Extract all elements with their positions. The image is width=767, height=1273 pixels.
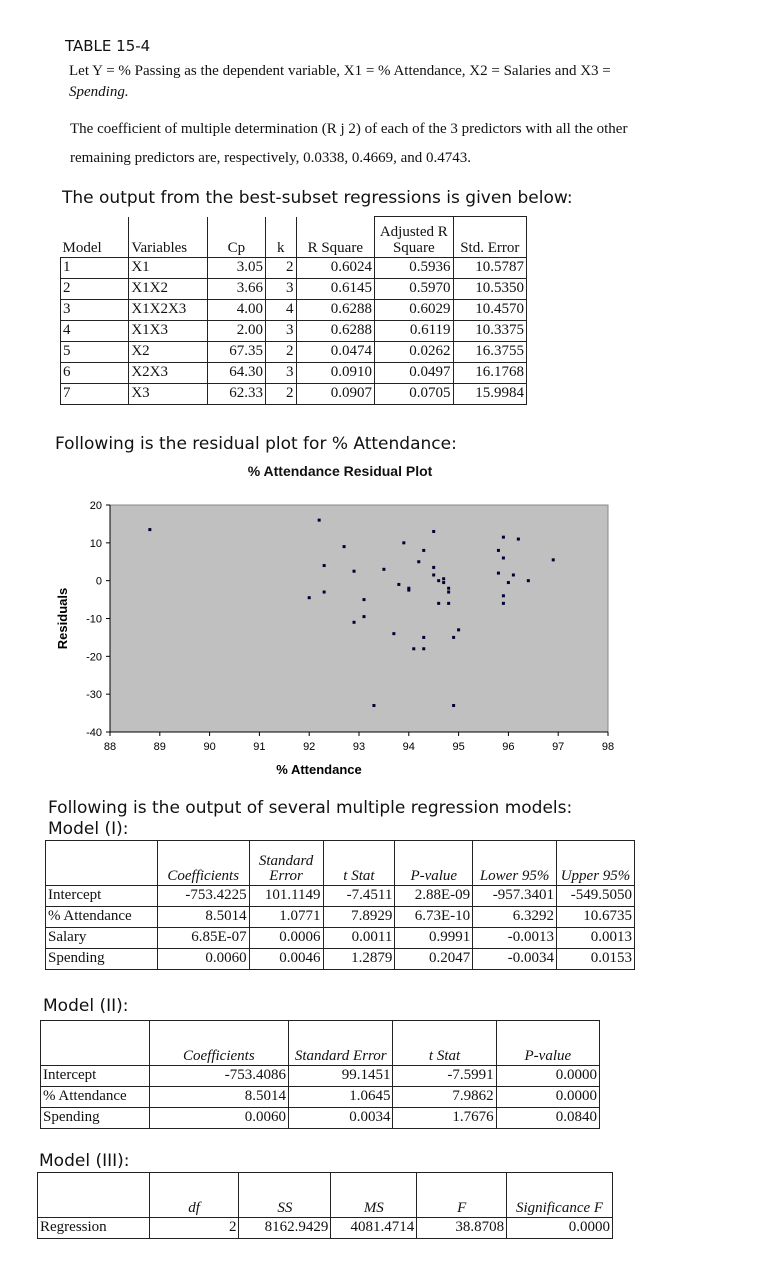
- table-cell: 62.33: [207, 383, 265, 404]
- x-tick-label: 94: [402, 741, 415, 753]
- intro-line-3: The coefficient of multiple determination (R j 2) of each of the 3 predictors with all the other: [70, 121, 628, 137]
- data-point: [407, 589, 410, 592]
- subset-row-4: [61, 320, 527, 341]
- table-cell: Regression: [38, 1218, 150, 1239]
- model3-table: [37, 1172, 613, 1239]
- subset-row-6: [61, 362, 527, 383]
- model2-row-2: [41, 1087, 600, 1108]
- table-cell: 99.1451: [289, 1066, 393, 1087]
- model2-row-3: [41, 1108, 600, 1129]
- table-cell: X1X2: [129, 278, 208, 299]
- table-cell: 38.8708: [417, 1218, 507, 1239]
- header-model: Model: [61, 217, 129, 258]
- model2-header-p-value: P-value: [496, 1021, 599, 1066]
- table-cell: % Attendance: [41, 1087, 150, 1108]
- y-tick-label: 20: [89, 500, 102, 512]
- table-cell: 4: [265, 299, 296, 320]
- table-cell: 1: [61, 257, 129, 278]
- table-cell: Salary: [46, 928, 158, 949]
- table-cell: 0.6024: [296, 257, 375, 278]
- data-point: [512, 573, 515, 576]
- table-cell: 6.73E-10: [395, 907, 473, 928]
- data-point: [148, 528, 151, 531]
- model1-header-row: [46, 841, 635, 886]
- model1-label: Model (I):: [48, 819, 129, 839]
- data-point: [437, 602, 440, 605]
- table-cell: 8.5014: [149, 1087, 288, 1108]
- table-label: TABLE 15-4: [65, 37, 151, 55]
- table-cell: 101.1149: [249, 886, 323, 907]
- table-cell: -549.5050: [557, 886, 635, 907]
- table-cell: 2: [61, 278, 129, 299]
- models-intro: Following is the output of several multiple regression models:: [48, 798, 573, 818]
- data-point: [422, 549, 425, 552]
- table-cell: Intercept: [41, 1066, 150, 1087]
- model3-header-significance: Significance F: [507, 1173, 613, 1218]
- model3-header-blank: [38, 1173, 150, 1218]
- intro-line-4: remaining predictors are, respectively, 0.0338, 0.4669, and 0.4743.: [70, 150, 472, 166]
- table-cell: 2.88E-09: [395, 886, 473, 907]
- model1-header-p-value: P-value: [395, 841, 473, 886]
- data-point: [552, 558, 555, 561]
- table-cell: 8.5014: [157, 907, 249, 928]
- table-cell: 4: [61, 320, 129, 341]
- table-cell: -753.4225: [157, 886, 249, 907]
- model1-row-4: [46, 949, 635, 970]
- table-cell: 0.6288: [296, 299, 375, 320]
- table-cell: 15.9984: [453, 383, 526, 404]
- model1-table: [45, 840, 635, 970]
- table-cell: 0.0262: [375, 341, 454, 362]
- table-cell: 0.2047: [395, 949, 473, 970]
- table-cell: 1.2879: [323, 949, 395, 970]
- data-point: [497, 572, 500, 575]
- x-tick-label: 98: [601, 741, 615, 753]
- data-point: [318, 519, 321, 522]
- table-cell: -0.0013: [473, 928, 557, 949]
- table-cell: 0.6029: [375, 299, 454, 320]
- data-point: [502, 594, 505, 597]
- data-point: [362, 598, 365, 601]
- data-point: [442, 577, 445, 580]
- table-cell: 0.5936: [375, 257, 454, 278]
- residual-plot: [40, 490, 640, 790]
- model2-header-coefficients: Coefficients: [149, 1021, 288, 1066]
- table-cell: -7.4511: [323, 886, 395, 907]
- model1-header-coefficients: Coefficients: [157, 841, 249, 886]
- data-point: [412, 647, 415, 650]
- table-cell: 2.00: [207, 320, 265, 341]
- table-cell: 3: [265, 278, 296, 299]
- data-point: [382, 568, 385, 571]
- data-point: [457, 628, 460, 631]
- table-cell: 5: [61, 341, 129, 362]
- header-adj-r-square: Adjusted R Square: [375, 217, 454, 258]
- table-cell: 3: [265, 362, 296, 383]
- x-tick-label: 96: [502, 741, 515, 753]
- table-cell: 6.85E-07: [157, 928, 249, 949]
- data-point: [422, 636, 425, 639]
- y-tick-label: -10: [86, 613, 102, 626]
- data-point: [502, 602, 505, 605]
- x-tick-label: 91: [253, 741, 266, 753]
- model2-row-1: [41, 1066, 600, 1087]
- table-cell: 0.6288: [296, 320, 375, 341]
- table-cell: 1.7676: [393, 1108, 496, 1129]
- y-tick-label: 10: [89, 537, 102, 550]
- table-cell: % Attendance: [46, 907, 158, 928]
- table-cell: 0.0000: [496, 1066, 599, 1087]
- data-point: [397, 583, 400, 586]
- table-cell: 0.0840: [496, 1108, 599, 1129]
- data-point: [392, 632, 395, 635]
- subset-row-5: [61, 341, 527, 362]
- table-cell: 10.6735: [557, 907, 635, 928]
- table-cell: 0.0011: [323, 928, 395, 949]
- table-cell: 4081.4714: [331, 1218, 417, 1239]
- data-point: [343, 545, 346, 548]
- table-cell: 10.3375: [453, 320, 526, 341]
- model2-label: Model (II):: [43, 996, 129, 1016]
- data-point: [432, 530, 435, 533]
- model2-header-blank: [41, 1021, 150, 1066]
- table-cell: 10.5350: [453, 278, 526, 299]
- table-cell: 0.0000: [507, 1218, 613, 1239]
- table-cell: 7.9862: [393, 1087, 496, 1108]
- data-point: [452, 704, 455, 707]
- data-point: [323, 591, 326, 594]
- data-point: [402, 541, 405, 544]
- data-point: [447, 591, 450, 594]
- table-cell: 0.0910: [296, 362, 375, 383]
- table-cell: 4.00: [207, 299, 265, 320]
- model1-header-std-error: Standard Error: [249, 841, 323, 886]
- data-point: [442, 581, 445, 584]
- data-point: [507, 581, 510, 584]
- table-cell: 6.3292: [473, 907, 557, 928]
- subset-intro: The output from the best-subset regressions is given below:: [62, 188, 573, 208]
- table-cell: X1: [129, 257, 208, 278]
- residual-intro: Following is the residual plot for % Attendance:: [55, 434, 457, 454]
- table-cell: 3.66: [207, 278, 265, 299]
- model1-row-2: [46, 907, 635, 928]
- model1-header-lower: Lower 95%: [473, 841, 557, 886]
- header-k: k: [265, 217, 296, 258]
- y-axis-label: Residuals: [55, 587, 70, 650]
- subset-row-7: [61, 383, 527, 404]
- subset-table: [60, 216, 527, 405]
- table-cell: 2: [265, 257, 296, 278]
- table-cell: 10.5787: [453, 257, 526, 278]
- intro-line-2: Spending.: [69, 84, 129, 100]
- data-point: [437, 579, 440, 582]
- x-tick-label: 90: [203, 741, 216, 753]
- table-cell: X2: [129, 341, 208, 362]
- x-tick-label: 89: [153, 741, 166, 753]
- table-cell: 0.5970: [375, 278, 454, 299]
- table-cell: 0.0060: [149, 1108, 288, 1129]
- plot-area: [110, 505, 608, 732]
- table-cell: 7.8929: [323, 907, 395, 928]
- table-cell: 3: [265, 320, 296, 341]
- table-cell: X2X3: [129, 362, 208, 383]
- model3-table-clip: [37, 1172, 617, 1236]
- data-point: [502, 556, 505, 559]
- data-point: [527, 579, 530, 582]
- y-tick-label: -30: [86, 689, 102, 702]
- model2-header-t-stat: t Stat: [393, 1021, 496, 1066]
- model2-table: [40, 1020, 600, 1129]
- table-cell: 0.0000: [496, 1087, 599, 1108]
- x-tick-label: 95: [452, 741, 465, 753]
- data-point: [353, 570, 356, 573]
- table-cell: 7: [61, 383, 129, 404]
- header-std-error: Std. Error: [453, 217, 526, 258]
- model1-row-1: [46, 886, 635, 907]
- data-point: [452, 636, 455, 639]
- table-cell: 67.35: [207, 341, 265, 362]
- table-cell: 0.0046: [249, 949, 323, 970]
- subset-header-row: [61, 217, 527, 258]
- table-cell: 2: [265, 341, 296, 362]
- model3-header-df: df: [149, 1173, 239, 1218]
- y-tick-label: -20: [86, 651, 102, 664]
- table-cell: 0.0060: [157, 949, 249, 970]
- data-point: [353, 621, 356, 624]
- table-cell: 16.1768: [453, 362, 526, 383]
- table-cell: 0.0013: [557, 928, 635, 949]
- table-cell: 2: [265, 383, 296, 404]
- chart-title: % Attendance Residual Plot: [247, 463, 433, 479]
- table-cell: 6: [61, 362, 129, 383]
- table-cell: -7.5991: [393, 1066, 496, 1087]
- y-tick-label: 0: [95, 575, 102, 588]
- model3-header-ms: MS: [331, 1173, 417, 1218]
- table-cell: 3: [61, 299, 129, 320]
- table-cell: Intercept: [46, 886, 158, 907]
- table-cell: X1X2X3: [129, 299, 208, 320]
- table-cell: 2: [149, 1218, 239, 1239]
- data-point: [502, 536, 505, 539]
- data-point: [422, 647, 425, 650]
- model1-row-3: [46, 928, 635, 949]
- table-cell: 0.0034: [289, 1108, 393, 1129]
- model2-header-std-error: Standard Error: [289, 1021, 393, 1066]
- table-cell: 10.4570: [453, 299, 526, 320]
- table-cell: 0.0705: [375, 383, 454, 404]
- table-cell: 3.05: [207, 257, 265, 278]
- table-cell: 0.9991: [395, 928, 473, 949]
- data-point: [372, 704, 375, 707]
- intro-line-1: Let Y = % Passing as the dependent variable, X1 = % Attendance, X2 = Salaries and X3 =: [69, 63, 611, 79]
- model1-header-upper: Upper 95%: [557, 841, 635, 886]
- header-r-square: R Square: [296, 217, 375, 258]
- data-point: [362, 615, 365, 618]
- table-cell: -753.4086: [149, 1066, 288, 1087]
- table-cell: 0.0497: [375, 362, 454, 383]
- model1-header-t-stat: t Stat: [323, 841, 395, 886]
- table-cell: X3: [129, 383, 208, 404]
- y-tick-label: -40: [86, 727, 102, 739]
- table-cell: Spending: [41, 1108, 150, 1129]
- data-point: [323, 564, 326, 567]
- table-cell: -957.3401: [473, 886, 557, 907]
- table-cell: 0.0907: [296, 383, 375, 404]
- data-point: [497, 549, 500, 552]
- subset-row-1: [61, 257, 527, 278]
- x-tick-label: 88: [103, 741, 117, 753]
- table-cell: 64.30: [207, 362, 265, 383]
- x-tick-label: 93: [352, 741, 366, 753]
- table-cell: 0.6119: [375, 320, 454, 341]
- data-point: [432, 566, 435, 569]
- data-point: [308, 596, 311, 599]
- data-point: [432, 573, 435, 576]
- data-point: [517, 538, 520, 541]
- table-cell: X1X3: [129, 320, 208, 341]
- data-point: [417, 560, 420, 563]
- table-cell: -0.0034: [473, 949, 557, 970]
- table-cell: 0.0474: [296, 341, 375, 362]
- table-cell: 8162.9429: [239, 1218, 331, 1239]
- model3-header-ss: SS: [239, 1173, 331, 1218]
- data-point: [447, 602, 450, 605]
- model3-label: Model (III):: [39, 1151, 130, 1171]
- table-cell: 16.3755: [453, 341, 526, 362]
- subset-row-2: [61, 278, 527, 299]
- model1-header-blank: [46, 841, 158, 886]
- data-point: [447, 587, 450, 590]
- subset-row-3: [61, 299, 527, 320]
- header-variables: Variables: [129, 217, 208, 258]
- table-cell: 0.0006: [249, 928, 323, 949]
- header-cp: Cp: [207, 217, 265, 258]
- model3-header-row: [38, 1173, 613, 1218]
- model3-header-f: F: [417, 1173, 507, 1218]
- table-cell: Spending: [46, 949, 158, 970]
- model3-row-regression: [38, 1218, 613, 1239]
- table-cell: 0.6145: [296, 278, 375, 299]
- x-axis-label: % Attendance: [276, 762, 362, 777]
- table-cell: 1.0771: [249, 907, 323, 928]
- x-tick-label: 92: [303, 741, 316, 753]
- table-cell: 1.0645: [289, 1087, 393, 1108]
- table-cell: 0.0153: [557, 949, 635, 970]
- x-tick-label: 97: [552, 741, 565, 753]
- model2-header-row: [41, 1021, 600, 1066]
